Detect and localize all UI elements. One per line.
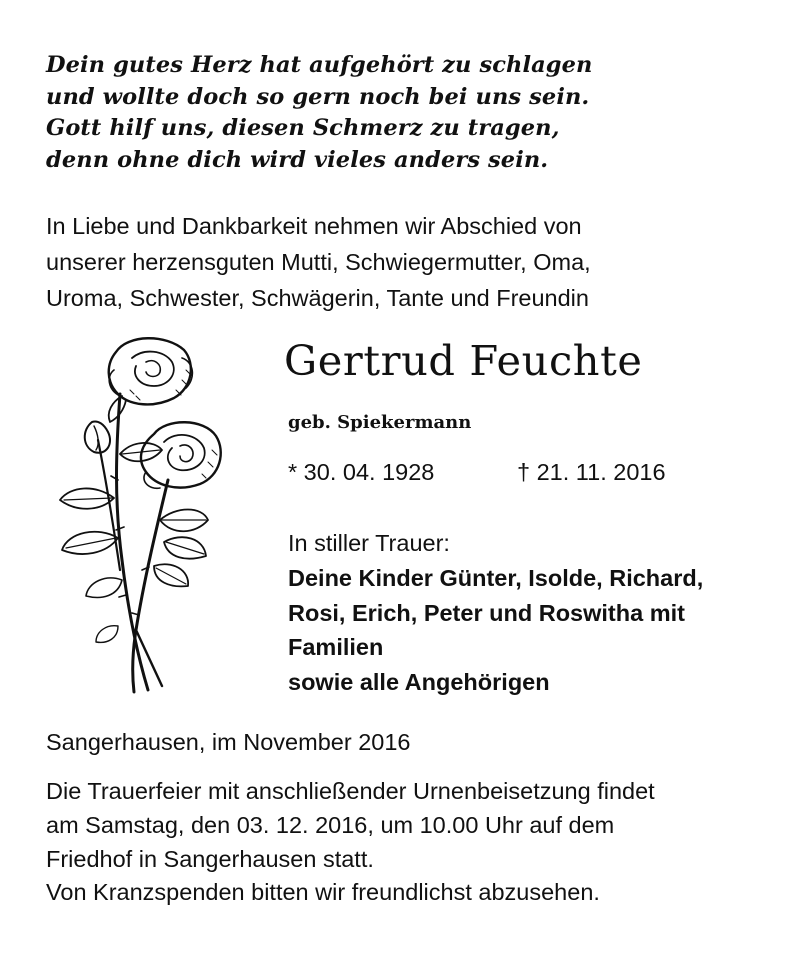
memorial-poem — [46, 50, 766, 176]
ceremony-details — [46, 775, 786, 910]
farewell-intro — [46, 209, 766, 316]
intro-line: In Liebe und Dankbarkeit nehmen wir Abschied von — [46, 213, 582, 239]
poem-line: Gott hilf uns, diesen Schmerz zu tragen, — [46, 115, 560, 141]
ceremony-line: am Samstag, den 03. 12. 2016, um 10.00 Uhr auf dem — [46, 811, 615, 838]
ceremony-line: Die Trauerfeier mit anschließender Urnenbeisetzung findet — [46, 778, 655, 804]
mourners-line: Rosi, Erich, Peter und Roswitha mit — [288, 599, 685, 626]
deceased-name: Gertrud Feuchte — [284, 336, 643, 385]
mourners-line: Familien — [288, 634, 384, 661]
poem-line: und wollte doch so gern noch bei uns sein. — [46, 83, 590, 110]
birth-date: * 30. 04. 1928 — [288, 459, 435, 485]
mourners-line: Deine Kinder Günter, Isolde, Richard, — [288, 564, 704, 591]
mourners-signature — [288, 526, 788, 700]
poem-line: Dein gutes Herz hat aufgehört zu schlagen — [46, 52, 593, 78]
poem-line: denn ohne dich wird vieles anders sein. — [46, 146, 549, 173]
place-and-date: Sangerhausen, im November 2016 — [46, 729, 411, 755]
intro-line: unserer herzensguten Mutti, Schwiegermutter, Oma, — [46, 248, 591, 275]
maiden-name: geb. Spiekermann — [288, 412, 472, 433]
ceremony-line: Von Kranzspenden bitten wir freundlichst abzusehen. — [46, 879, 600, 906]
death-date: † 21. 11. 2016 — [517, 459, 666, 485]
ceremony-line: Friedhof in Sangerhausen statt. — [46, 845, 374, 872]
mourners-line: sowie alle Angehörigen — [288, 669, 550, 696]
rose-illustration-icon — [36, 330, 246, 702]
mourners-heading: In stiller Trauer: — [288, 530, 450, 556]
intro-line: Uroma, Schwester, Schwägerin, Tante und Freundin — [46, 284, 589, 311]
